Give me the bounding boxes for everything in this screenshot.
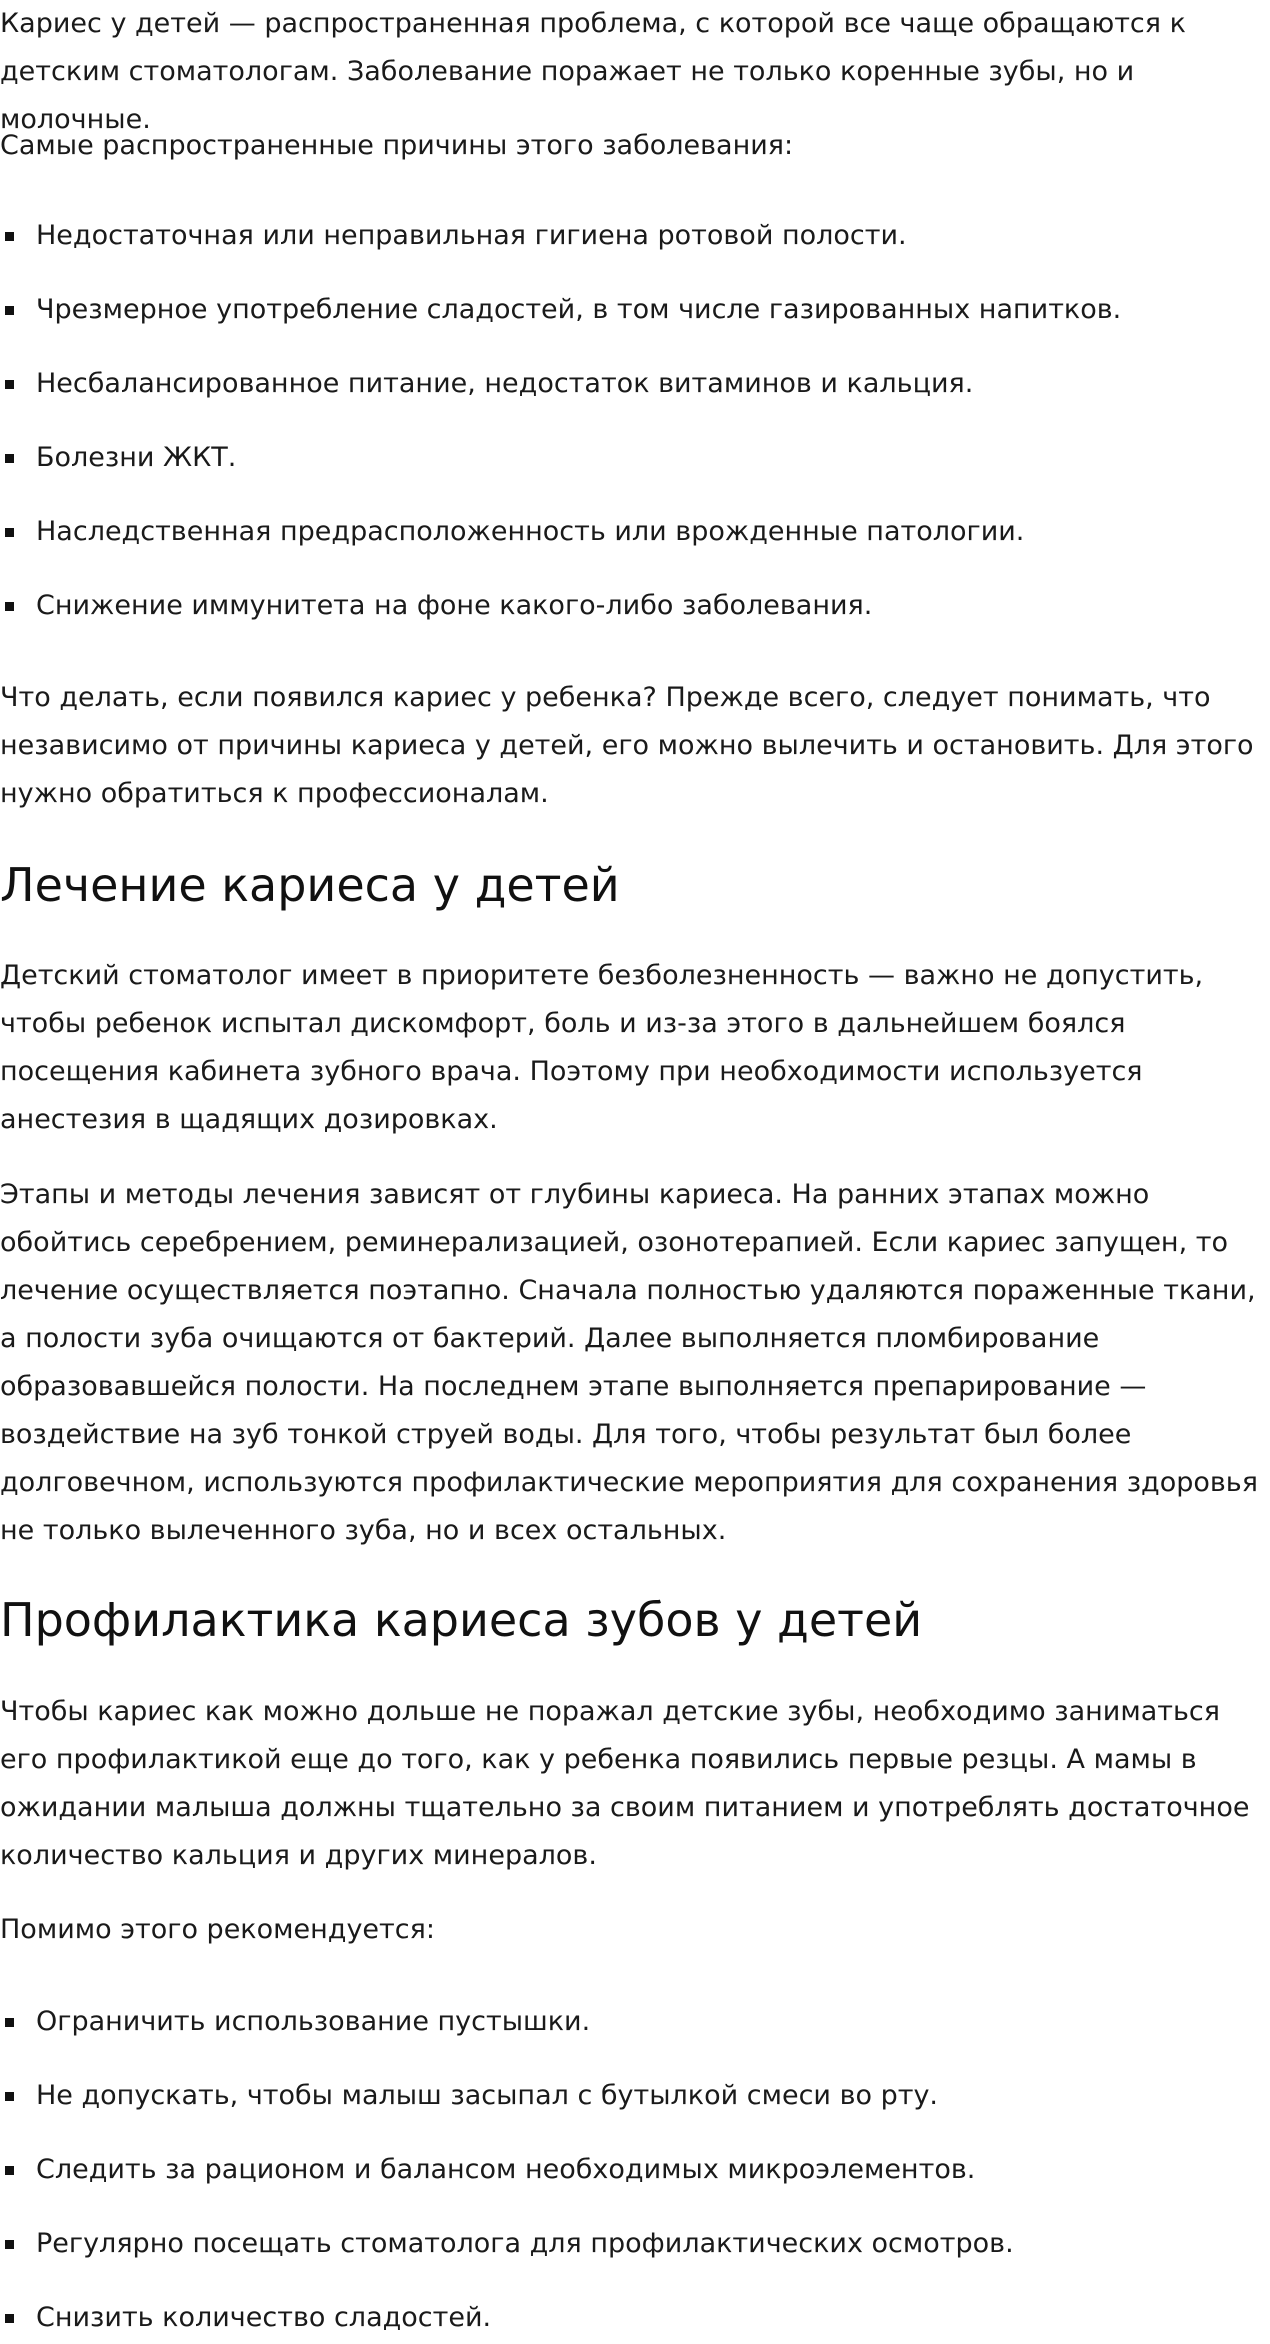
square-bullet-icon (5, 2018, 14, 2027)
causes-list-block (0, 212, 1270, 630)
list-item-text: Болезни ЖКТ. (36, 442, 237, 473)
square-bullet-icon (5, 2240, 14, 2249)
list-item-text: Снижение иммунитета на фоне какого-либо заболевания. (36, 590, 873, 621)
prevention-paragraph-1-block (0, 1688, 1270, 1880)
list-item (0, 360, 1270, 408)
square-bullet-icon (5, 602, 14, 611)
list-item (0, 582, 1270, 630)
prevention-lead: Помимо этого рекомендуется: (0, 1914, 435, 1945)
causes-lead: Самые распространенные причины этого заболевания: (0, 130, 794, 161)
prevention-heading: Профилактика кариеса зубов у детей (0, 1593, 923, 1647)
what-to-do-paragraph: Что делать, если появился кариес у ребенка? Прежде всего, следует понимать, что независимо от причины кариеса у детей, его можно вылечить и остановить. Для этого нужно обратиться к профессионалам. (0, 682, 1254, 809)
list-item-text: Недостаточная или неправильная гигиена ротовой полости. (36, 220, 907, 251)
list-item (0, 1998, 1270, 2046)
prevention-paragraph-1: Чтобы кариес как можно дольше не поражал детские зубы, необходимо заниматься его профилактикой еще до того, как у ребенка появились первые резцы. А мамы в ожидании малыша должны тщательно за своим питанием и употреблять достаточное количество кальция и других минералов. (0, 1696, 1250, 1871)
what-to-do-block (0, 674, 1270, 818)
treatment-paragraph-2: Этапы и методы лечения зависят от глубины кариеса. На ранних этапах можно обойтись серебрением, реминерализацией, озонотерапией. Если кариес запущен, то лечение осуществляется поэтапно. Сначала полностью удаляются пораженные ткани, а полости зуба очищаются от бактерий. Далее выполняется пломбирование образовавшейся полости. На последнем этапе выполняется препарирование — воздействие на зуб тонкой струей воды. Для того, чтобы результат был более долговечном, используются профилактические мероприятия для сохранения здоровья не только вылеченного зуба, но и всех остальных. (0, 1179, 1258, 1546)
treatment-paragraph-2-block (0, 1171, 1270, 1555)
list-item-text: Следить за рационом и балансом необходимых микроэлементов. (36, 2154, 976, 2185)
square-bullet-icon (5, 2314, 14, 2323)
square-bullet-icon (5, 454, 14, 463)
prevention-lead-block (0, 1906, 1270, 1954)
square-bullet-icon (5, 2092, 14, 2101)
treatment-paragraph-1-block (0, 952, 1270, 1144)
list-item (0, 2220, 1270, 2268)
list-item-text: Несбалансированное питание, недостаток витаминов и кальция. (36, 368, 974, 399)
prevention-list (0, 1998, 1270, 2342)
treatment-paragraph-1: Детский стоматолог имеет в приоритете безболезненность — важно не допустить, чтобы ребенок испытал дискомфорт, боль и из-за этого в дальнейшем боялся посещения кабинета зубного врача. Поэтому при необходимости используется анестезия в щадящих дозировках. (0, 960, 1204, 1135)
intro-paragraph: Кариес у детей — распространенная проблема, с которой все чаще обращаются к детским стоматологам. Заболевание поражает не только коренные зубы, но и молочные. (0, 8, 1186, 135)
list-item-text: Не допускать, чтобы малыш засыпал с бутылкой смеси во рту. (36, 2080, 939, 2111)
square-bullet-icon (5, 232, 14, 241)
causes-list (0, 212, 1270, 630)
list-item-text: Чрезмерное употребление сладостей, в том числе газированных напитков. (36, 294, 1122, 325)
square-bullet-icon (5, 380, 14, 389)
causes-lead-block (0, 122, 1270, 170)
list-item-text: Снизить количество сладостей. (36, 2302, 492, 2333)
list-item-text: Регулярно посещать стоматолога для профилактических осмотров. (36, 2228, 1014, 2259)
square-bullet-icon (5, 2166, 14, 2175)
list-item (0, 212, 1270, 260)
list-item (0, 434, 1270, 482)
list-item (0, 2146, 1270, 2194)
list-item (0, 2072, 1270, 2120)
prevention-heading-block (0, 1592, 1270, 1648)
list-item (0, 286, 1270, 334)
square-bullet-icon (5, 528, 14, 537)
treatment-heading-block (0, 857, 1270, 913)
list-item-text: Наследственная предрасположенность или врожденные патологии. (36, 516, 1025, 547)
list-item (0, 508, 1270, 556)
square-bullet-icon (5, 306, 14, 315)
prevention-list-block (0, 1998, 1270, 2342)
treatment-heading: Лечение кариеса у детей (0, 858, 620, 912)
list-item-text: Ограничить использование пустышки. (36, 2006, 591, 2037)
list-item (0, 2294, 1270, 2342)
